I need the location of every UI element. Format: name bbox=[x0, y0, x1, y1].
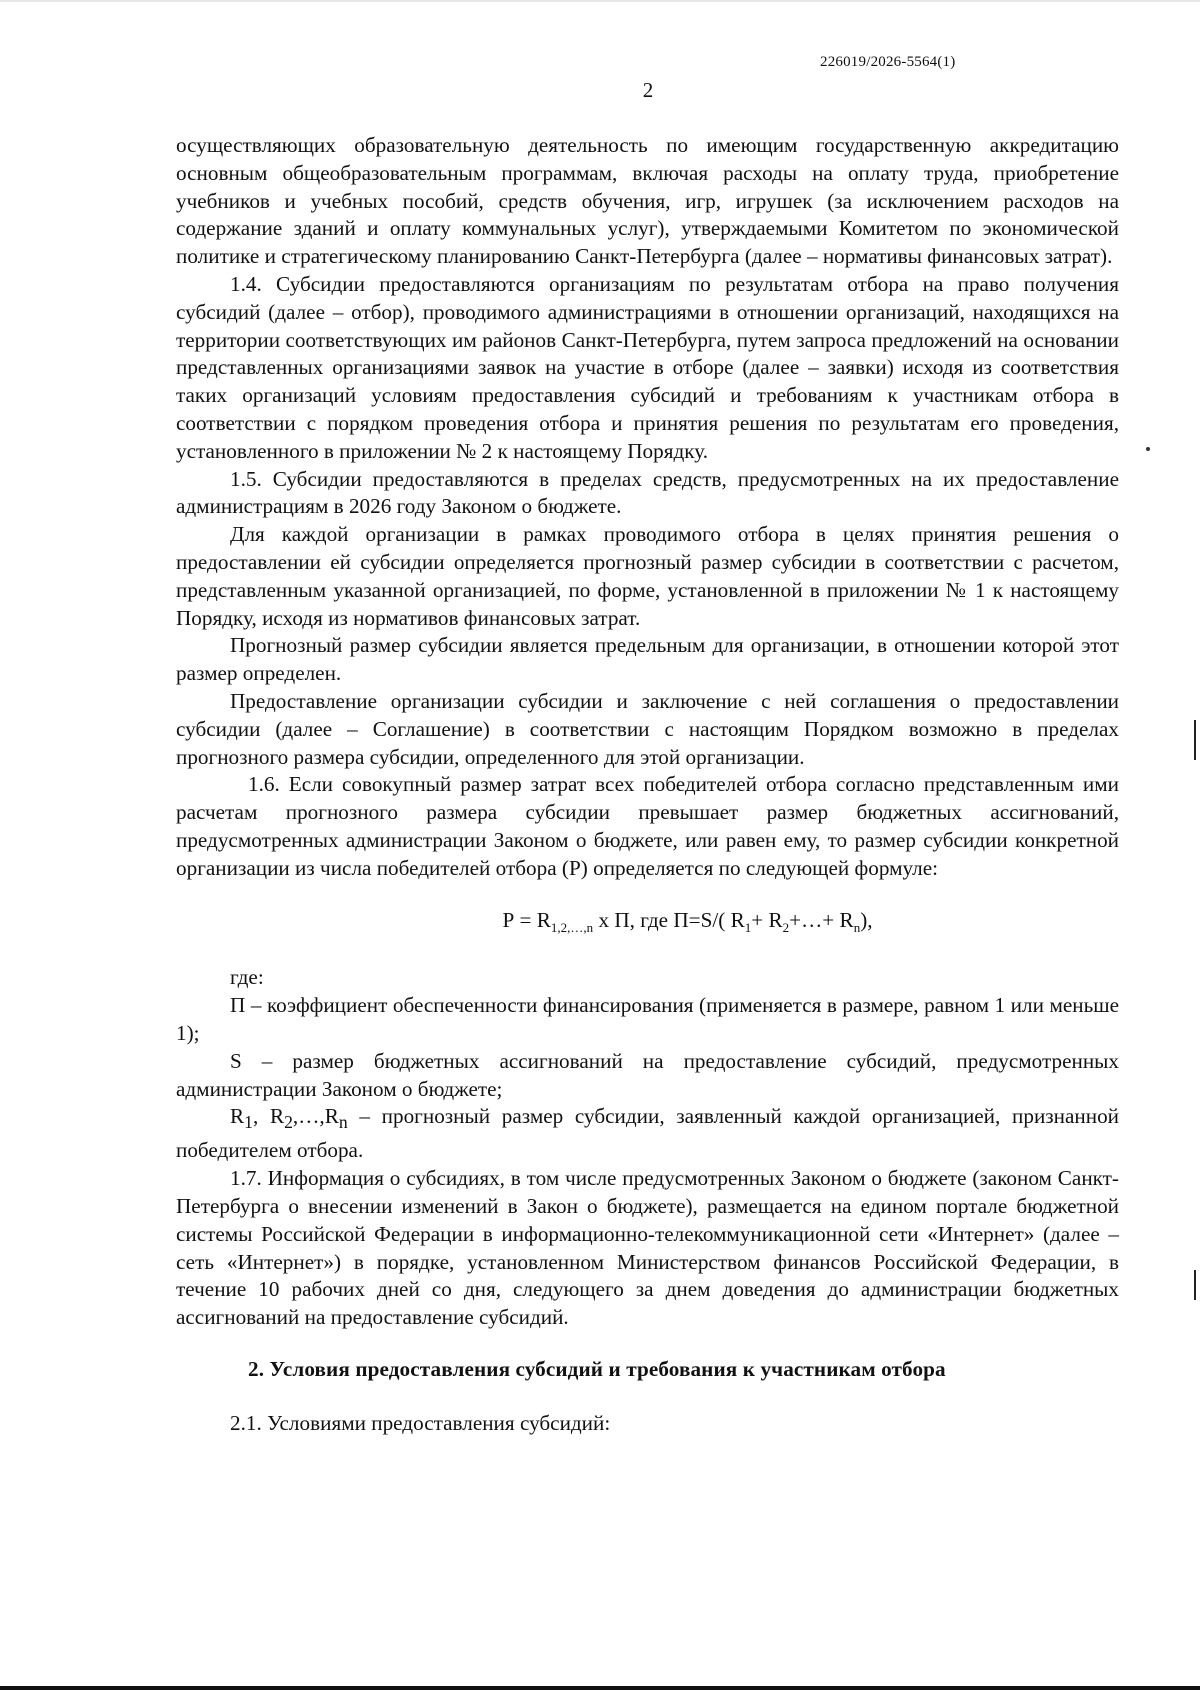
paragraph-1-6: 1.6. Если совокупный размер затрат всех победителей отбора согласно представленным ими расчетам прогнозного размера субсидии превышает размер бюджетных ассигнований, предусмотренных администрации Законом о бюджете, или равен ему, то размер субсидии конкретной организации из числа победителей отбора (Р) определяется по следующей формуле: bbox=[176, 772, 1119, 880]
paragraph-1-4: 1.4. Субсидии предоставляются организациям по результатам отбора на право получения субсидий (далее – отбор), проводимого администрациями в отношении организаций, находящихся на территории соответствующих им районов Санкт-Петербурга, путем запроса предложений на основании представленных организациями заявок на участие в отборе (далее – заявки) исходя из соответствия таких организаций условиям предоставления субсидий и требованиям к участникам отбора в соответствии с порядком проведения отбора и принятия решения по результатам его проведения, установленного в приложении № 2 к настоящему Порядку. bbox=[176, 271, 1119, 463]
formula-plus-1: + R bbox=[751, 907, 783, 932]
subsidy-formula bbox=[176, 907, 1119, 935]
definition-coefficient: П – коэффициент обеспеченности финансирования (применяется в размере, равном 1 или меньше 1); bbox=[176, 993, 1119, 1045]
formula-sub-main: 1,2,…,n bbox=[550, 919, 594, 935]
formula-end: ), bbox=[860, 907, 873, 932]
scan-edge-mark bbox=[1194, 1270, 1196, 1300]
formula-plus-2: +…+ R bbox=[789, 907, 854, 932]
definition-forecast-text: – прогнозный размер субсидии, заявленный каждой организацией, признанной победителем отбора. bbox=[176, 1104, 1119, 1163]
paragraph-1-5: 1.5. Субсидии предоставляются в пределах средств, предусмотренных на их предоставление администрациям в 2026 году Законом о бюджете. bbox=[176, 466, 1119, 519]
formula-lhs: Р = R bbox=[502, 907, 551, 932]
paragraph-2-1: 2.1. Условиями предоставления субсидий: bbox=[230, 1410, 611, 1435]
r-sub-n: n bbox=[338, 1112, 348, 1133]
formula-sub-2: 2 bbox=[782, 919, 790, 935]
scan-edge-mark bbox=[1194, 720, 1196, 760]
formula-mid: х П, где П=S/( R bbox=[593, 907, 745, 932]
r-comma-1: , R bbox=[252, 1104, 285, 1129]
scan-edge-top bbox=[0, 0, 1200, 2]
paragraph-forecast-size: Для каждой организации в рамках проводимого отбора в целях принятия решения о предоставлении ей субсидии определяется прогнозный размер субсидии в соответствии с расчетом, представленным указанной организацией, по форме, установленной в приложении № 1 к настоящему Порядку, исходя из нормативов финансовых затрат. bbox=[176, 522, 1119, 630]
definition-budget: S – размер бюджетных ассигнований на предоставление субсидий, предусмотренных администрации Законом о бюджете; bbox=[176, 1048, 1119, 1101]
paragraph-1-7: 1.7. Информация о субсидиях, в том числе предусмотренных Законом о бюджете (законом Санкт-Петербурга о внесении изменений в Закон о бюджете), размещается на едином портале бюджетной системы Российской Федерации в информационно-телекоммуникационной сети «Интернет» (далее – сеть «Интернет») в порядке, установленном Министерством финансов Российской Федерации, в течение 10 рабочих дней со дня, следующего за днем доведения до администрации бюджетных ассигнований на предоставление субсидий. bbox=[176, 1166, 1119, 1330]
paragraph-continuation: осуществляющих образовательную деятельность по имеющим государственную аккредитацию основным общеобразовательным программам, включая расходы на оплату труда, приобретение учебников и учебных пособий, средств обучения, игр, игрушек (за исключением расходов на содержание зданий и оплату коммунальных услуг), утверждаемыми Комитетом по экономической политике и стратегическому планированию Санкт-Петербурга (далее – нормативы финансовых затрат). bbox=[176, 133, 1119, 269]
r-comma-2: ,…,R bbox=[292, 1104, 339, 1129]
scan-speck bbox=[1146, 447, 1150, 451]
page-number: 2 bbox=[642, 78, 654, 102]
paragraph-agreement: Предоставление организации субсидии и заключение с ней соглашения о предоставлении субсидии (далее – Соглашение) в соответствии с настоящим Порядком возможно в пределах прогнозного размера субсидии, определенного для этой организации. bbox=[176, 688, 1119, 769]
where-label: где: bbox=[230, 965, 264, 990]
formula-sub-n: n bbox=[853, 919, 861, 935]
document-registration-number: 226019/2026-5564(1) bbox=[820, 54, 956, 70]
paragraph-forecast-limit: Прогнозный размер субсидии является предельным для организации, в отношении которой этот размер определен. bbox=[176, 633, 1119, 686]
formula-sub-1: 1 bbox=[744, 919, 752, 935]
r-symbol-1: R bbox=[230, 1104, 245, 1129]
document-body bbox=[176, 132, 1119, 1438]
scan-edge-bottom bbox=[0, 1686, 1200, 1690]
section-2-heading: 2. Условия предоставления субсидий и требования к участникам отбора bbox=[248, 1356, 946, 1381]
r-sub-2: 2 bbox=[284, 1112, 293, 1133]
r-sub-1: 1 bbox=[244, 1112, 253, 1133]
definition-forecast-values bbox=[176, 1103, 1119, 1165]
